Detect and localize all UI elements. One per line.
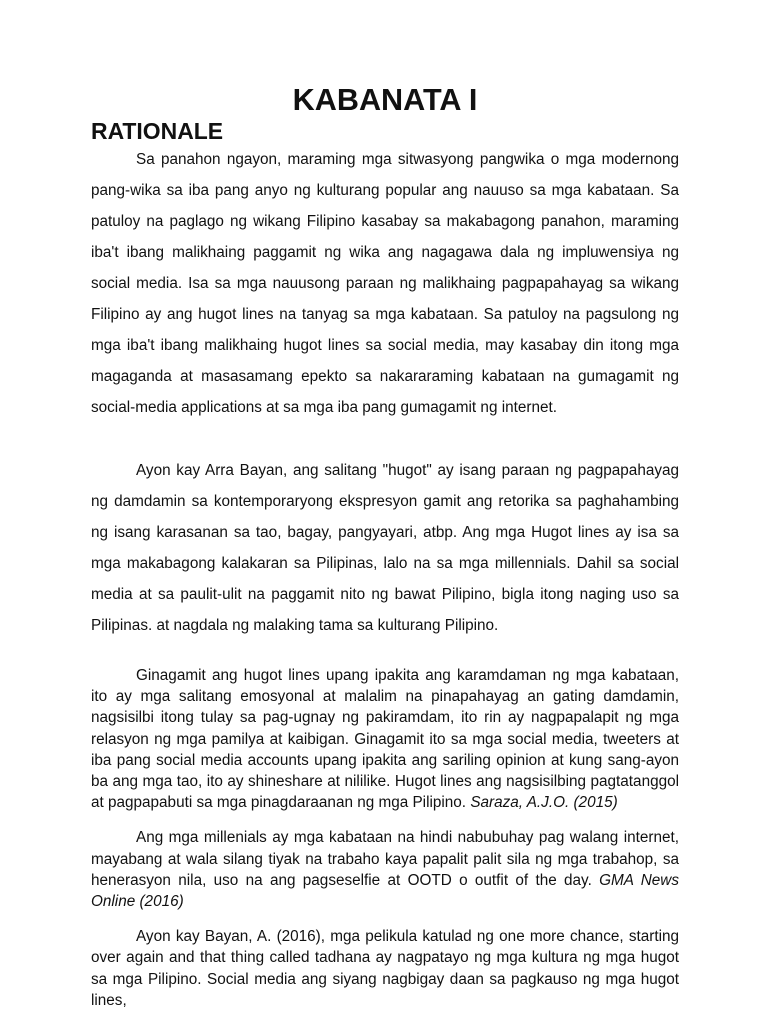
- paragraph-2: [91, 455, 679, 641]
- paragraph-1: [91, 144, 679, 423]
- paragraph-3: [91, 665, 679, 813]
- paragraph-3-citation: Saraza, A.J.O. (2015): [470, 794, 618, 812]
- section-heading-rationale: RATIONALE: [91, 118, 224, 144]
- paragraph-2-text: Ayon kay Arra Bayan, ang salitang "hugot" ay isang paraan ng pagpapahayag ng damdamin sa kontemporaryong ekspresyon gamit ang retorika sa paghahambing ng isang karasanan sa tao, bagay, pangyayari, atbp. Ang mga Hugot lines ay isa sa mga makabagong kalakaran sa Pilipinas, lalo na sa mga millennials. Dahil sa social media at sa paulit-ulit na paggamit nito ng bawat Pilipino, bigla itong naging uso sa Pilipinas. at nagdala ng malaking tama sa kulturang Pilipino.: [91, 462, 679, 634]
- paragraph-4: [91, 827, 679, 912]
- chapter-title: KABANATA I: [292, 83, 478, 117]
- paragraph-4-citation: GMA News Online (2016): [91, 871, 680, 911]
- paragraph-3-text: Ginagamit ang hugot lines upang ipakita ang karamdaman ng mga kabataan, ito ay mga salitang emosyonal at malalim na pinapahayag an gating damdamin, nagsisilbi itong tulay sa pag-ugnay ng pakiramdam, ito rin ay nagpapalapit ng mga relasyon ng mga pamilya at kaibigan. Ginagamit ito sa mga social media, tweeters at iba pang social media accounts upang ipakita ang sariling opinion at kung sang-ayon ba ang mga tao, ito ay shineshare at nililike. Hugot lines ang nagsisilbing pagtatanggol at pagpapabuti sa mga pinagdaraanan ng mga Pilipino.: [91, 667, 679, 812]
- paragraph-4-text: Ang mga millenials ay mga kabataan na hindi nabubuhay pag walang internet, mayabang at wala silang tiyak na trabaho kaya papalit palit sila ng mga trabahop, sa henerasyon nila, uso na ang pagseselfie at OOTD o outfit of the day.: [91, 829, 679, 889]
- paragraph-1-text: Sa panahon ngayon, maraming mga sitwasyong pangwika o mga modernong pang-wika sa iba pang anyo ng kulturang popular ang nauuso sa mga kabataan. Sa patuloy na paglago ng wikang Filipino kasabay sa makabagong panahon, maraming iba't ibang malikhaing paggamit ng wika ang nagagawa dala ng impluwensiya ng social media. Isa sa mga nauusong paraan ng malikhaing pagpapahayag sa wikang Filipino ay ang hugot lines na tanyag sa mga kabataan. Sa patuloy na pagsulong ng mga iba't ibang malikhaing hugot lines sa social media, may kasabay din itong mga magaganda at masasamang epekto sa nakararaming kabataan na gumagamit ng social-media applications at sa mga iba pang gumagamit ng internet.: [91, 151, 679, 416]
- document-page: [91, 83, 680, 1011]
- paragraph-5: [91, 926, 679, 1011]
- paragraph-5-text: Ayon kay Bayan, A. (2016), mga pelikula katulad ng one more chance, starting over again and that thing called tadhana ay nagpatayo ng mga kultura ng mga hugot sa mga Pilipino. Social media ang siyang nagbigay daan sa pagkauso ng mga hugot lines,: [91, 928, 679, 1009]
